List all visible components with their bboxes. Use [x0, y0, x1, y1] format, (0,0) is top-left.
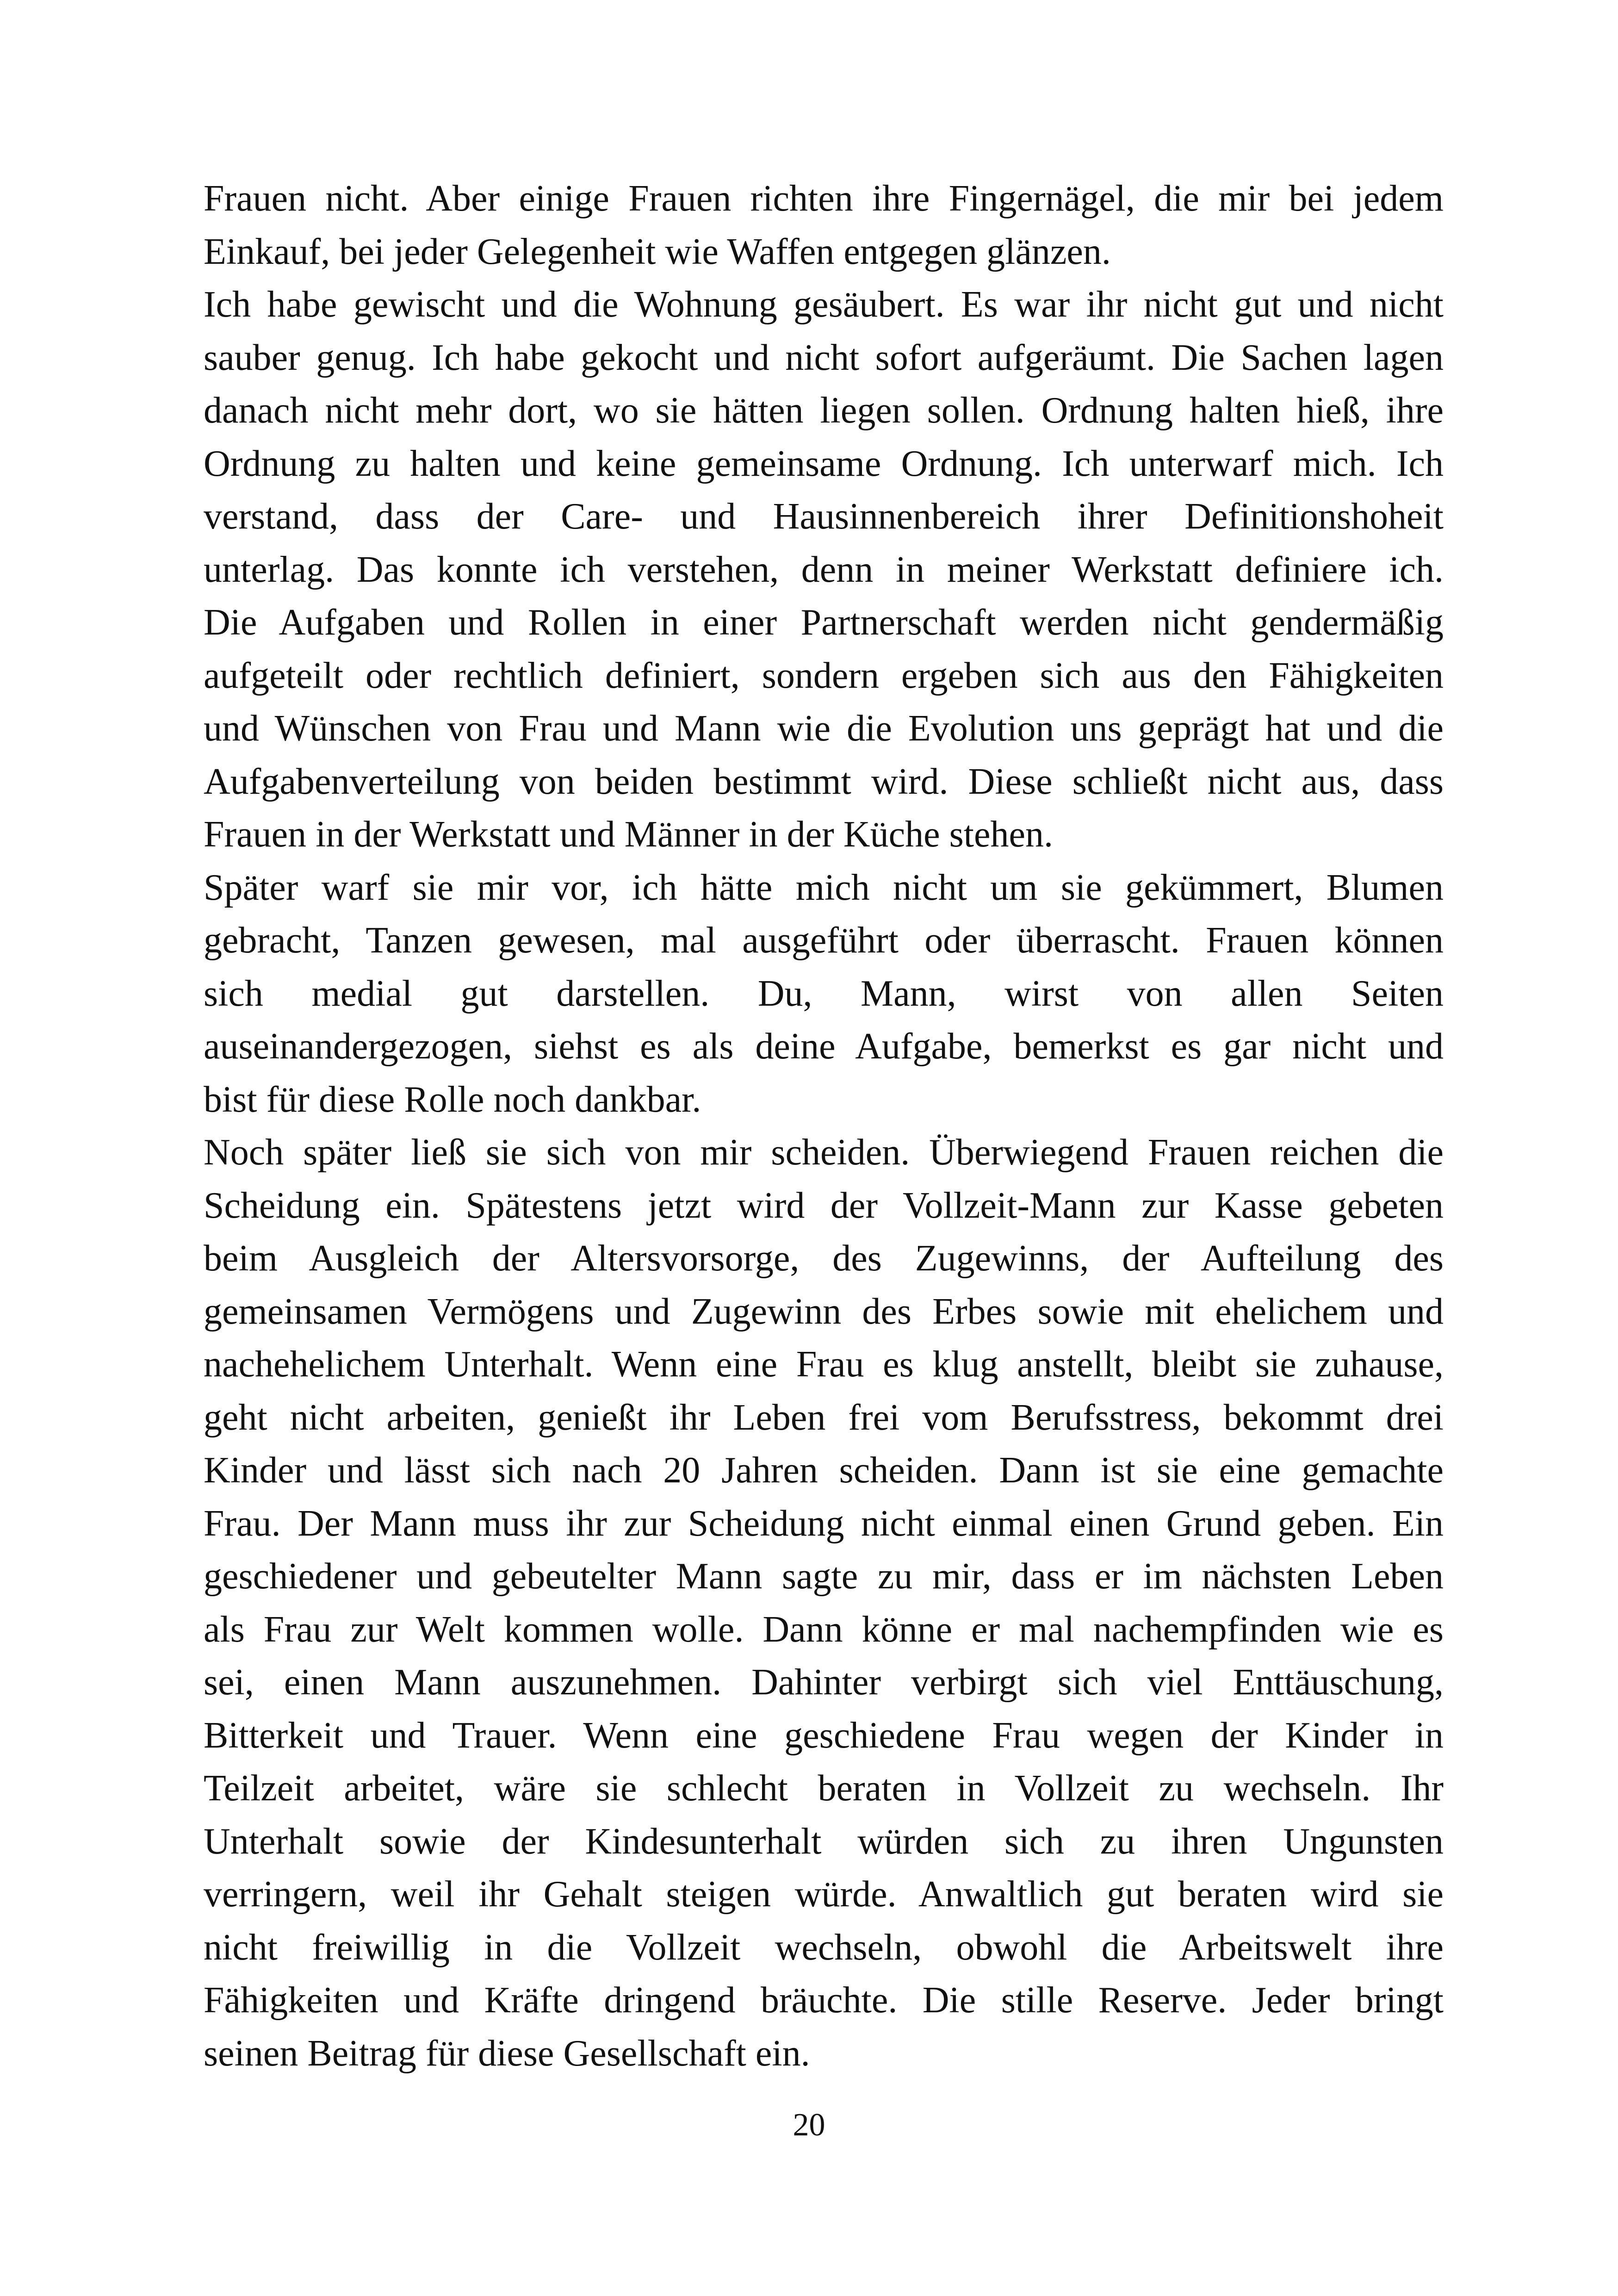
- text-line: Fähigkeiten und Kräfte dringend bräuchte. Die stille Reserve. Jeder bringt: [204, 1980, 1444, 2021]
- text-line: als Frau zur Welt kommen wolle. Dann könne er mal nachempfinden wie es: [204, 1609, 1444, 1650]
- paragraph: [204, 1126, 1444, 2080]
- text-line: Noch später ließ sie sich von mir scheiden. Überwiegend Frauen reichen die: [204, 1132, 1444, 1173]
- text-line: Ordnung zu halten und keine gemeinsame Ordnung. Ich unterwarf mich. Ich: [204, 443, 1444, 484]
- paragraph: [204, 172, 1444, 278]
- text-line: gebracht, Tanzen gewesen, mal ausgeführt oder überrascht. Frauen können: [204, 920, 1444, 961]
- text-line: verstand, dass der Care- und Hausinnenbereich ihrer Definitionshoheit: [204, 496, 1444, 537]
- text-line: unterlag. Das konnte ich verstehen, denn in meiner Werkstatt definiere ich.: [204, 549, 1444, 590]
- text-line: beim Ausgleich der Altersvorsorge, des Zugewinns, der Aufteilung des: [204, 1238, 1444, 1279]
- text-line: Kinder und lässt sich nach 20 Jahren scheiden. Dann ist sie eine gemachte: [204, 1450, 1444, 1491]
- text-line: Die Aufgaben und Rollen in einer Partnerschaft werden nicht gendermäßig: [204, 602, 1444, 643]
- paragraph: [204, 861, 1444, 1126]
- text-line: verringern, weil ihr Gehalt steigen würde. Anwaltlich gut beraten wird sie: [204, 1874, 1444, 1915]
- text-line: Teilzeit arbeitet, wäre sie schlecht beraten in Vollzeit zu wechseln. Ihr: [204, 1768, 1444, 1809]
- text-line: danach nicht mehr dort, wo sie hätten liegen sollen. Ordnung halten hieß, ihre: [204, 390, 1444, 431]
- text-line: aufgeteilt oder rechtlich definiert, sondern ergeben sich aus den Fähigkeiten: [204, 655, 1444, 696]
- text-line: geht nicht arbeiten, genießt ihr Leben frei vom Berufsstress, bekommt drei: [204, 1397, 1444, 1438]
- text-line: Einkauf, bei jeder Gelegenheit wie Waffen entgegen glänzen.: [204, 231, 1111, 272]
- text-line: Frauen in der Werkstatt und Männer in der Küche stehen.: [204, 814, 1053, 855]
- text-line: und Wünschen von Frau und Mann wie die Evolution uns geprägt hat und die: [204, 708, 1444, 749]
- text-line: auseinandergezogen, siehst es als deine Aufgabe, bemerkst es gar nicht und: [204, 1026, 1444, 1067]
- text-line: seinen Beitrag für diese Gesellschaft ein.: [204, 2033, 810, 2074]
- paragraph: [204, 278, 1444, 861]
- text-line: nachehelichem Unterhalt. Wenn eine Frau es klug anstellt, bleibt sie zuhause,: [204, 1344, 1444, 1385]
- body-text: [204, 172, 1444, 2080]
- text-line: Aufgabenverteilung von beiden bestimmt wird. Diese schließt nicht aus, dass: [204, 761, 1444, 802]
- text-line: Später warf sie mir vor, ich hätte mich nicht um sie gekümmert, Blumen: [204, 867, 1444, 908]
- text-line: Scheidung ein. Spätestens jetzt wird der Vollzeit-Mann zur Kasse gebeten: [204, 1185, 1444, 1226]
- text-line: nicht freiwillig in die Vollzeit wechseln, obwohl die Arbeitswelt ihre: [204, 1927, 1444, 1968]
- text-line: Ich habe gewischt und die Wohnung gesäubert. Es war ihr nicht gut und nicht: [204, 284, 1444, 325]
- text-line: Unterhalt sowie der Kindesunterhalt würden sich zu ihren Ungunsten: [204, 1821, 1444, 1862]
- text-line: geschiedener und gebeutelter Mann sagte zu mir, dass er im nächsten Leben: [204, 1556, 1444, 1597]
- text-line: Bitterkeit und Trauer. Wenn eine geschiedene Frau wegen der Kinder in: [204, 1715, 1444, 1756]
- text-line: gemeinsamen Vermögens und Zugewinn des Erbes sowie mit ehelichem und: [204, 1291, 1444, 1332]
- text-line: bist für diese Rolle noch dankbar.: [204, 1079, 701, 1120]
- page-number: 20: [793, 2107, 825, 2143]
- text-line: Frau. Der Mann muss ihr zur Scheidung nicht einmal einen Grund geben. Ein: [204, 1503, 1444, 1544]
- text-line: sich medial gut darstellen. Du, Mann, wirst von allen Seiten: [204, 973, 1444, 1014]
- text-line: Frauen nicht. Aber einige Frauen richten ihre Fingernägel, die mir bei jedem: [204, 178, 1444, 219]
- text-line: sei, einen Mann auszunehmen. Dahinter verbirgt sich viel Enttäuschung,: [204, 1662, 1444, 1703]
- text-line: sauber genug. Ich habe gekocht und nicht sofort aufgeräumt. Die Sachen lagen: [204, 337, 1444, 378]
